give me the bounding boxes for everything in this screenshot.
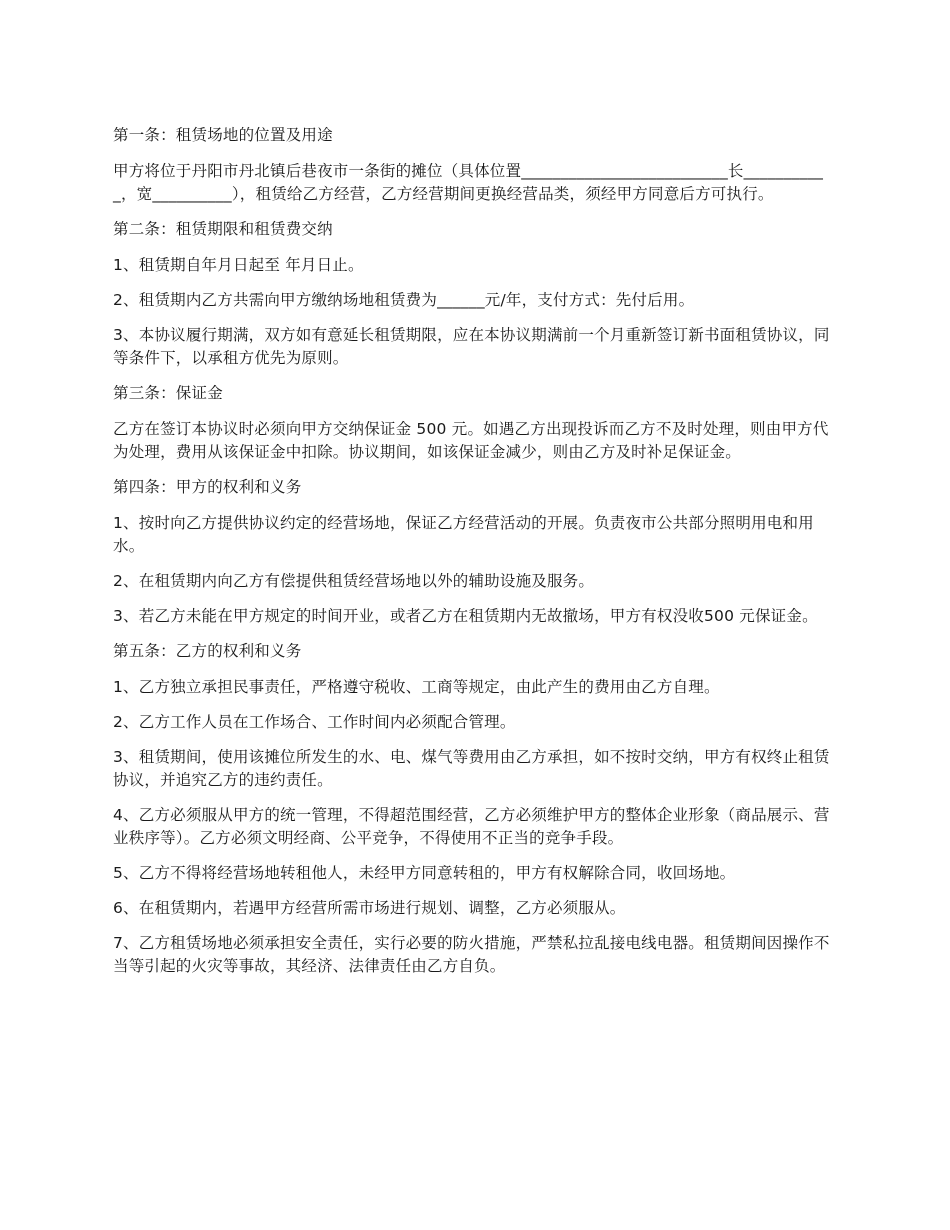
article-4-item-2: 2、在租赁期内向乙方有偿提供租赁经营场地以外的辅助设施及服务。: [113, 572, 595, 590]
article-5-item-1: 1、乙方独立承担民事责任，严格遵守税收、工商等规定，由此产生的费用由乙方自理。: [113, 678, 720, 696]
article-2-item-3: 3、本协议履行期满，双方如有意延长租赁期限，应在本协议期满前一个月重新签订新书面租赁协议，同等条件下，以承租方优先为原则。: [113, 326, 830, 367]
article-3-heading: 第三条：保证金: [113, 384, 223, 402]
article-5-item-5: 5、乙方不得将经营场地转租他人，未经甲方同意转租的，甲方有权解除合同，收回场地。: [113, 864, 736, 882]
article-4-heading: 第四条：甲方的权利和义务: [113, 478, 302, 496]
article-5-item-7: 7、乙方租赁场地必须承担安全责任，实行必要的防火措施，严禁私拉乱接电线电器。租赁期间因操作不当等引起的火灾等事故，其经济、法律责任由乙方自负。: [113, 934, 830, 975]
article-5-item-2: 2、乙方工作人员在工作场合、工作时间内必须配合管理。: [113, 713, 516, 731]
article-4-item-1: 1、按时向乙方提供协议约定的经营场地，保证乙方经营活动的开展。负责夜市公共部分照明用电和用水。: [113, 514, 814, 555]
article-2-item-2: 2、租赁期内乙方共需向甲方缴纳场地租赁费为______元/年，支付方式：先付后用。: [113, 291, 695, 309]
article-2-item-1: 1、租赁期自年月日起至 年月日止。: [113, 256, 364, 274]
article-5-item-4: 4、乙方必须服从甲方的统一管理，不得超范围经营，乙方必须维护甲方的整体企业形象（商品展示、营业秩序等）。乙方必须文明经商、公平竞争，不得使用不正当的竞争手段。: [113, 806, 830, 847]
article-5-item-6: 6、在租赁期内，若遇甲方经营所需市场进行规划、调整，乙方必须服从。: [113, 899, 626, 917]
article-4-item-3: 3、若乙方未能在甲方规定的时间开业，或者乙方在租赁期内无故撤场，甲方有权没收500 元保证金。: [113, 607, 818, 625]
article-5-heading: 第五条：乙方的权利和义务: [113, 642, 302, 660]
article-5-item-3: 3、租赁期间，使用该摊位所发生的水、电、煤气等费用由乙方承担，如不按时交纳，甲方有权终止租赁协议，并追究乙方的违约责任。: [113, 748, 830, 789]
article-2-heading: 第二条：租赁期限和租赁费交纳: [113, 220, 333, 238]
article-3-body: 乙方在签订本协议时必须向甲方交纳保证金 500 元。如遇乙方出现投诉而乙方不及时处理，则由甲方代为处理，费用从该保证金中扣除。协议期间，如该保证金减少，则由乙方及时补足保证金。: [113, 420, 829, 461]
article-1-heading: 第一条：租赁场地的位置及用途: [113, 126, 333, 144]
contract-document: [113, 124, 843, 990]
article-1-body: 甲方将位于丹阳市丹北镇后巷夜市一条街的摊位（具体位置__________________________长___________，宽__________），租赁给乙方经营，乙方经营期间更换经营品类，须经甲方同意后方可执行。: [113, 162, 824, 203]
